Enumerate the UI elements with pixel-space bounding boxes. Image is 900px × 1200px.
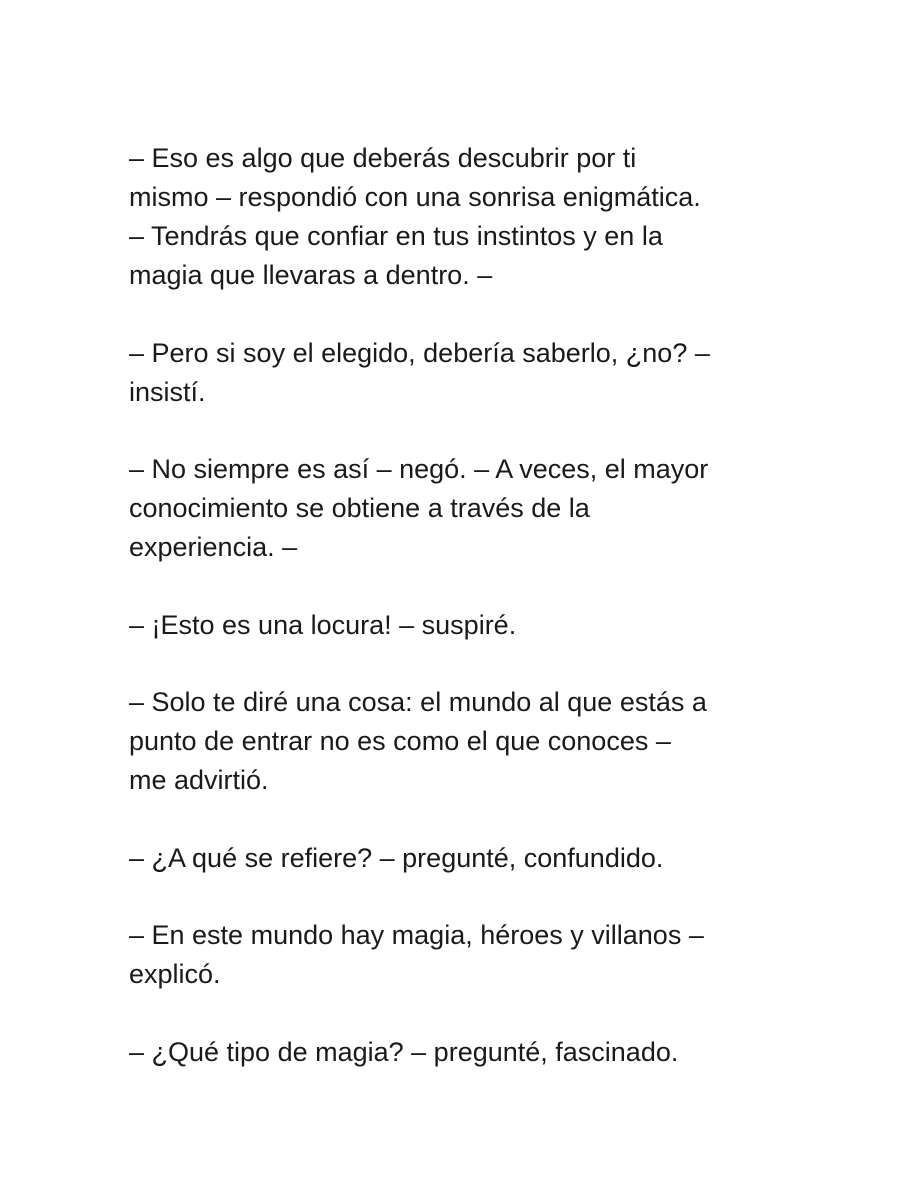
text-line: magia que llevaras a dentro. – [129,260,493,290]
text-line: – ¿A qué se refiere? – pregunté, confundido. [129,842,664,873]
text-line: – No siempre es así – negó. – A veces, el mayor [129,454,709,484]
text-line: experiencia. – [129,532,298,562]
text-line: – En este mundo hay magia, héroes y villanos – [129,920,704,950]
page-text [129,139,780,1072]
paragraph-1 [129,139,780,295]
text-line: – Tendrás que confiar en tus instintos y en la [129,221,663,251]
text-line: – Solo te diré una cosa: el mundo al que estás a [129,687,707,717]
paragraph-8 [129,1033,780,1072]
paragraph-4 [129,606,780,645]
text-line: conocimiento se obtiene a través de la [129,493,590,523]
paragraph-7 [129,916,780,994]
paragraph-3 [129,450,780,567]
text-line: – Pero si soy el elegido, debería saberlo, ¿no? – [129,337,710,368]
text-line: explicó. [129,959,221,989]
text-line: insistí. [129,376,206,407]
text-line: me advirtió. [129,765,269,795]
text-line: – Eso es algo que deberás descubrir por ti [129,143,637,173]
paragraph-2 [129,334,780,412]
text-line: – ¿Qué tipo de magia? – pregunté, fascinado. [129,1036,679,1067]
paragraph-5 [129,683,780,800]
text-line: mismo – respondió con una sonrisa enigmática. [129,182,701,212]
paragraph-6 [129,839,780,878]
text-line: – ¡Esto es una locura! – suspiré. [129,609,517,640]
text-line: punto de entrar no es como el que conoces – [129,726,671,756]
